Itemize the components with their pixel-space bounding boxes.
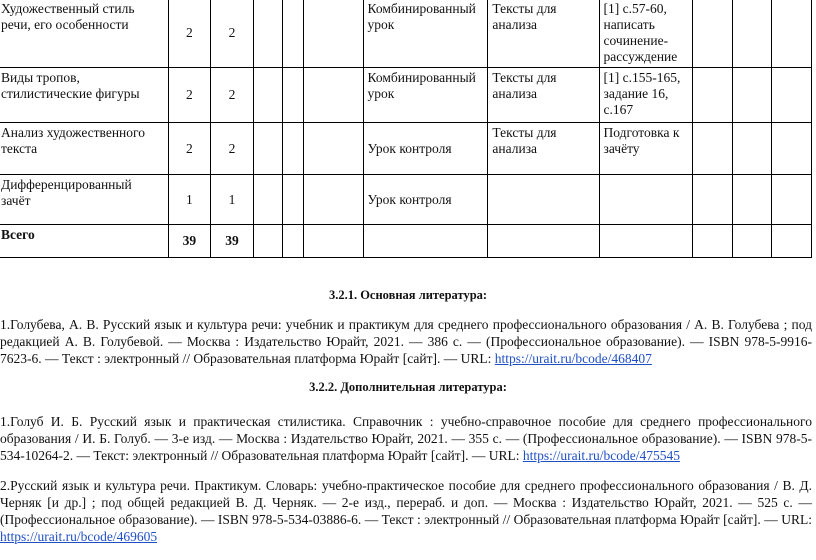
topic-cell: Анализ художественного текста bbox=[0, 123, 168, 175]
topic-cell: Дифференцированный зачёт bbox=[0, 175, 168, 225]
extra-literature-heading: 3.2.2. Дополнительная литература: bbox=[309, 380, 507, 394]
hours-cell: 1 bbox=[211, 175, 254, 225]
hours-cell: 2 bbox=[211, 0, 254, 68]
table-row bbox=[0, 175, 812, 225]
curriculum-table bbox=[0, 0, 812, 258]
materials-cell: Тексты для анализа bbox=[488, 68, 599, 123]
table-total-row bbox=[0, 225, 812, 258]
main-literature-item bbox=[0, 316, 812, 367]
hours-cell: 2 bbox=[211, 123, 254, 175]
table-row bbox=[0, 0, 812, 68]
extra-literature-item bbox=[0, 477, 812, 545]
reference-text: 1.Голуб И. Б. Русский язык и практическая стилистика. Справочник : учебно-справочное пособие для среднего профессионального образования / И. Б. Голуб. — 3-е изд. — Москва : Издательство Юрайт, 2021. — 355 с. — (Профессиональное образование). — ISBN 978-5-534-10264-2. — Текст: электронный // Образовательная платформа Юрайт [сайт]. — URL: bbox=[0, 414, 812, 463]
hours-cell: 2 bbox=[168, 68, 211, 123]
materials-cell: Тексты для анализа bbox=[488, 0, 599, 68]
total-hours-cell: 39 bbox=[168, 225, 211, 258]
reference-text: 2.Русский язык и культура речи. Практикум. Словарь: учебно-практическое пособие для среднего профессионального образования / В. Д. Черняк [и др.] ; под общей редакцией В. Д. Черняк. — 2-е изд., перераб. и доп. — Москва : Издательство Юрайт, 2021. — 525 с. — (Профессиональное образование). — ISBN 978-5-534-03886-6. — Текст : электронный // Образовательная платформа Юрайт [сайт]. — URL: bbox=[0, 478, 812, 527]
table-row bbox=[0, 123, 812, 175]
lesson-form-cell: Урок контроля bbox=[363, 123, 488, 175]
lesson-form-cell: Комбинированный урок bbox=[363, 0, 488, 68]
total-label: Всего bbox=[0, 225, 168, 258]
lesson-form-cell: Урок контроля bbox=[363, 175, 488, 225]
topic-cell: Виды тропов, стилистические фигуры bbox=[0, 68, 168, 123]
main-literature-heading: 3.2.1. Основная литература: bbox=[328, 288, 488, 302]
homework-cell bbox=[599, 175, 693, 225]
hours-cell: 2 bbox=[168, 123, 211, 175]
total-hours-cell: 39 bbox=[211, 225, 254, 258]
homework-cell: [1] с.155-165, задание 16, с.167 bbox=[599, 68, 693, 123]
homework-cell: [1] с.57-60, написать сочинение-рассуждение bbox=[599, 0, 693, 68]
lesson-form-cell: Комбинированный урок bbox=[363, 68, 488, 123]
topic-cell: Художественный стиль речи, его особенности bbox=[0, 0, 168, 68]
table-row bbox=[0, 68, 812, 123]
hours-cell: 2 bbox=[211, 68, 254, 123]
extra-literature-item bbox=[0, 413, 812, 464]
reference-text: 1.Голубева, А. В. Русский язык и культура речи: учебник и практикум для среднего профессионального образования / А. В. Голубева ; под редакцией А. В. Голубевой. — Москва : Издательство Юрайт, 2021. — 386 с. — (Профессиональное образование). — ISBN 978-5-9916-7623-6. — Текст : электронный // Образовательная платформа Юрайт [сайт]. — URL: bbox=[0, 317, 812, 366]
reference-link[interactable]: https://urait.ru/bcode/475545 bbox=[522, 448, 680, 463]
hours-cell: 2 bbox=[168, 0, 211, 68]
materials-cell bbox=[488, 175, 599, 225]
homework-cell: Подготовка к зачёту bbox=[599, 123, 693, 175]
materials-cell: Тексты для анализа bbox=[488, 123, 599, 175]
hours-cell: 1 bbox=[168, 175, 211, 225]
reference-link[interactable]: https://urait.ru/bcode/469605 bbox=[0, 529, 158, 544]
reference-link[interactable]: https://urait.ru/bcode/468407 bbox=[494, 351, 652, 366]
